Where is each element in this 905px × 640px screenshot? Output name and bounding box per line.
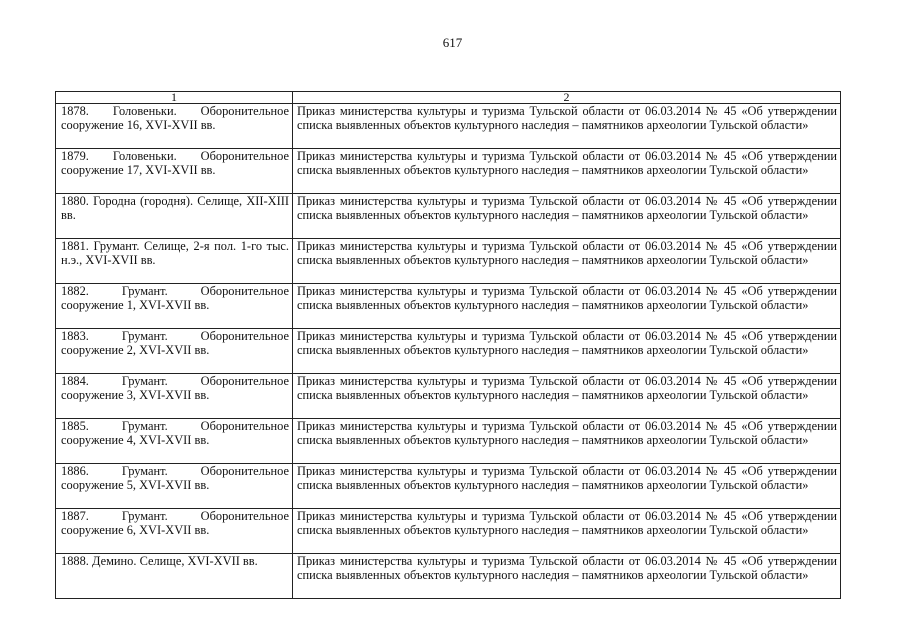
object-name: 1883. Грумант. Оборонительное сооружение 2, XVI-XVII вв.: [61, 329, 289, 358]
object-name: 1886. Грумант. Оборонительное сооружение 5, XVI-XVII вв.: [61, 464, 289, 493]
table-row: [56, 329, 841, 374]
object-name-cell: [56, 374, 293, 419]
object-name: 1879. Головеньки. Оборонительное сооружение 17, XVI-XVII вв.: [61, 149, 289, 178]
table-header-row: [56, 92, 841, 104]
page-number: 617: [442, 35, 463, 50]
column-header-1: 1: [56, 92, 293, 104]
document-cell: [293, 149, 841, 194]
document-reference: Приказ министерства культуры и туризма Тульской области от 06.03.2014 № 45 «Об утверждении списка выявленных объектов культурного наследия – памятников археологии Тульской области»: [297, 329, 837, 358]
object-name: 1887. Грумант. Оборонительное сооружение 6, XVI-XVII вв.: [61, 509, 289, 538]
document-cell: [293, 419, 841, 464]
object-name-cell: [56, 194, 293, 239]
document-reference: Приказ министерства культуры и туризма Тульской области от 06.03.2014 № 45 «Об утверждении списка выявленных объектов культурного наследия – памятников археологии Тульской области»: [297, 284, 837, 313]
document-cell: [293, 374, 841, 419]
object-name: 1878. Головеньки. Оборонительное сооружение 16, XVI-XVII вв.: [61, 104, 289, 133]
object-name-cell: [56, 104, 293, 149]
object-name-cell: [56, 554, 293, 599]
table-row: [56, 374, 841, 419]
table-row: [56, 554, 841, 599]
table-row: [56, 239, 841, 284]
object-name: 1881. Грумант. Селище, 2-я пол. 1-го тыс. н.э., XVI-XVII вв.: [61, 239, 289, 268]
document-cell: [293, 509, 841, 554]
document-reference: Приказ министерства культуры и туризма Тульской области от 06.03.2014 № 45 «Об утверждении списка выявленных объектов культурного наследия – памятников археологии Тульской области»: [297, 149, 837, 178]
table-row: [56, 419, 841, 464]
object-name-cell: [56, 284, 293, 329]
object-name-cell: [56, 509, 293, 554]
object-name-cell: [56, 149, 293, 194]
document-reference: Приказ министерства культуры и туризма Тульской области от 06.03.2014 № 45 «Об утверждении списка выявленных объектов культурного наследия – памятников археологии Тульской области»: [297, 194, 837, 223]
object-name: 1885. Грумант. Оборонительное сооружение 4, XVI-XVII вв.: [61, 419, 289, 448]
document-cell: [293, 464, 841, 509]
table-row: [56, 104, 841, 149]
heritage-registry-table: [55, 91, 841, 599]
table-row: [56, 509, 841, 554]
document-reference: Приказ министерства культуры и туризма Тульской области от 06.03.2014 № 45 «Об утверждении списка выявленных объектов культурного наследия – памятников археологии Тульской области»: [297, 104, 837, 133]
object-name-cell: [56, 464, 293, 509]
document-reference: Приказ министерства культуры и туризма Тульской области от 06.03.2014 № 45 «Об утверждении списка выявленных объектов культурного наследия – памятников археологии Тульской области»: [297, 374, 837, 403]
column-header-2: 2: [293, 92, 841, 104]
document-cell: [293, 239, 841, 284]
document-reference: Приказ министерства культуры и туризма Тульской области от 06.03.2014 № 45 «Об утверждении списка выявленных объектов культурного наследия – памятников археологии Тульской области»: [297, 464, 837, 493]
table-row: [56, 464, 841, 509]
object-name: 1880. Городна (городня). Селище, XII-XIII вв.: [61, 194, 289, 223]
table-row: [56, 194, 841, 239]
table-row: [56, 149, 841, 194]
table-row: [56, 284, 841, 329]
document-cell: [293, 284, 841, 329]
object-name: 1884. Грумант. Оборонительное сооружение 3, XVI-XVII вв.: [61, 374, 289, 403]
document-cell: [293, 104, 841, 149]
document-reference: Приказ министерства культуры и туризма Тульской области от 06.03.2014 № 45 «Об утверждении списка выявленных объектов культурного наследия – памятников археологии Тульской области»: [297, 419, 837, 448]
object-name: 1882. Грумант. Оборонительное сооружение 1, XVI-XVII вв.: [61, 284, 289, 313]
document-reference: Приказ министерства культуры и туризма Тульской области от 06.03.2014 № 45 «Об утверждении списка выявленных объектов культурного наследия – памятников археологии Тульской области»: [297, 554, 837, 583]
document-reference: Приказ министерства культуры и туризма Тульской области от 06.03.2014 № 45 «Об утверждении списка выявленных объектов культурного наследия – памятников археологии Тульской области»: [297, 509, 837, 538]
document-cell: [293, 329, 841, 374]
document-reference: Приказ министерства культуры и туризма Тульской области от 06.03.2014 № 45 «Об утверждении списка выявленных объектов культурного наследия – памятников археологии Тульской области»: [297, 239, 837, 268]
object-name-cell: [56, 329, 293, 374]
object-name-cell: [56, 239, 293, 284]
object-name-cell: [56, 419, 293, 464]
document-cell: [293, 194, 841, 239]
document-cell: [293, 554, 841, 599]
object-name: 1888. Демино. Селище, XVI-XVII вв.: [61, 554, 258, 568]
